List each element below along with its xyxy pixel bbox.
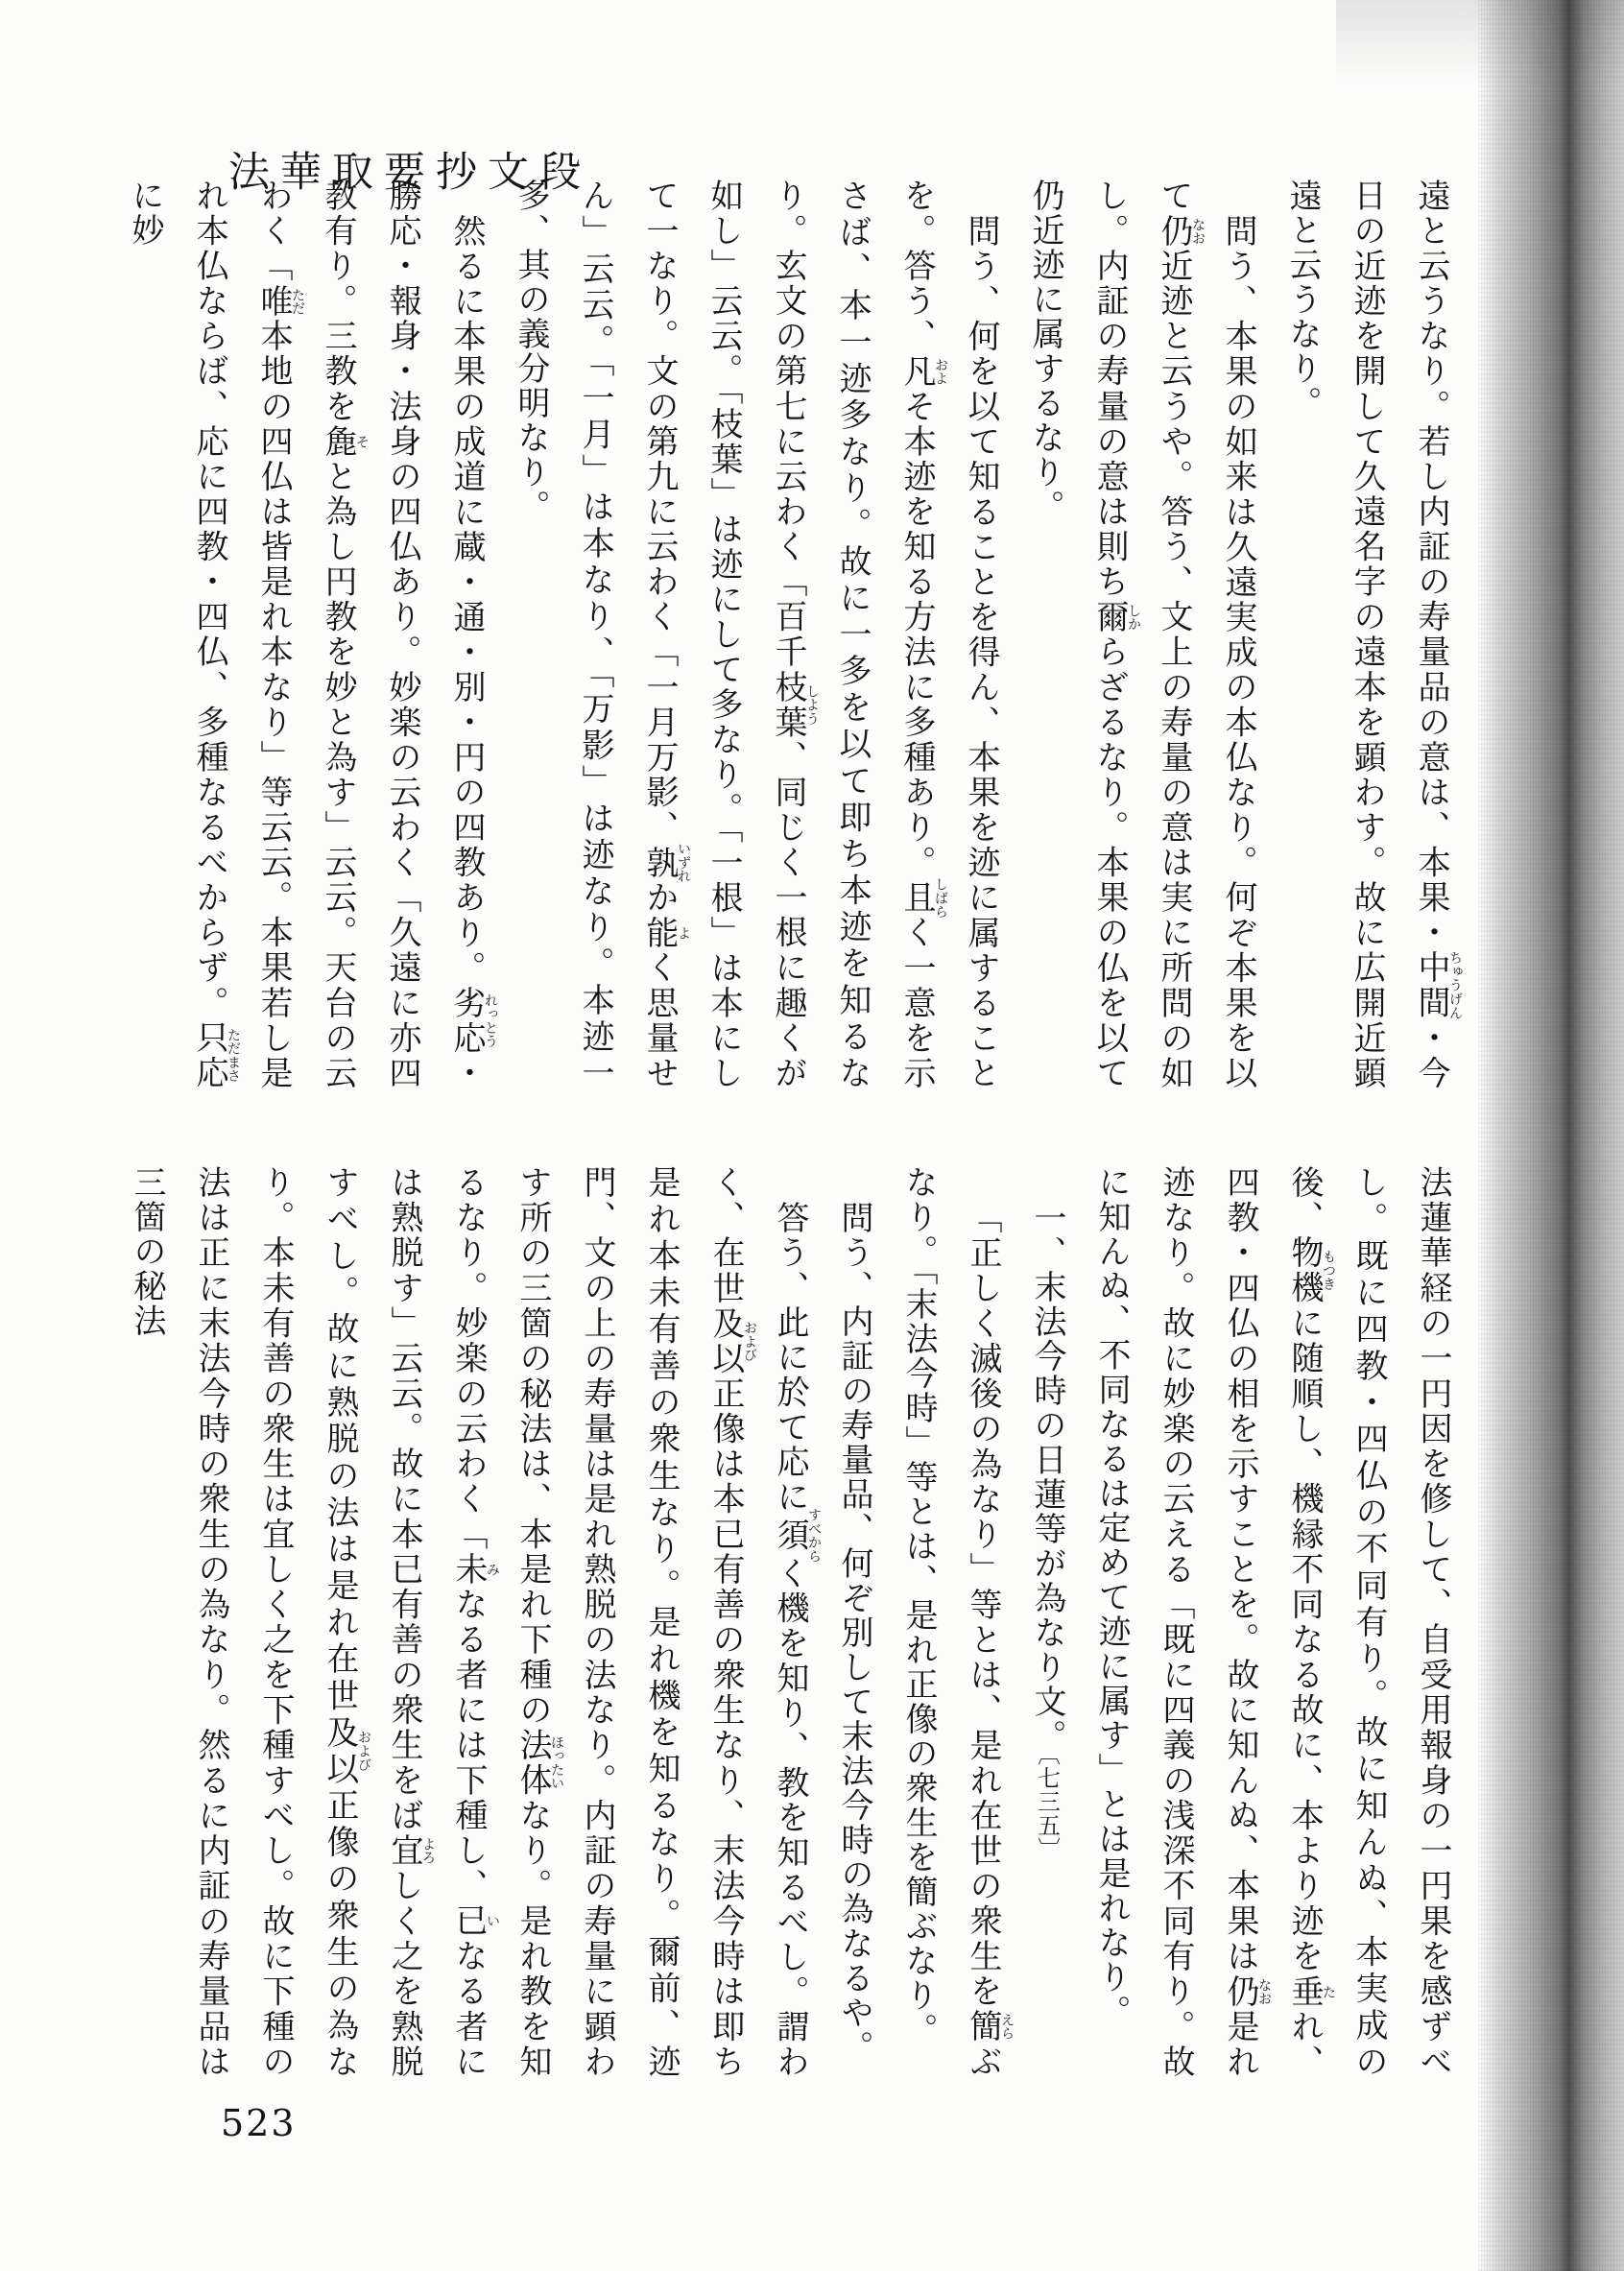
text-run: 答う、此に於て応に — [771, 1201, 809, 1515]
lower-text-block — [128, 1165, 1465, 2080]
furigana: および — [742, 1305, 757, 1376]
text-run: れ、四教・四仏の相を示すことを。故に知んぬ、本果は — [1221, 1165, 1324, 2080]
text-run: らざるなり。本果の仏を以て仍近迹に属するなり。 — [1026, 179, 1129, 1091]
text-paragraph — [1270, 179, 1463, 1090]
text-run: ぶなり。「末法今時」等とは、是れ正像の衆生を簡ぶなり。 — [899, 1165, 1002, 2079]
ruby-annotated-text: 須すべから — [771, 1507, 822, 1564]
ruby-annotated-text: 枝葉しよう — [769, 669, 820, 740]
furigana: およ — [933, 353, 948, 389]
page-top-scan-shadow — [1336, 0, 1624, 86]
furigana: そ — [354, 423, 370, 459]
ruby-annotated-text: 垂た — [1285, 1973, 1336, 2010]
ruby-annotated-text: 法体ほったい — [513, 1728, 564, 1799]
text-run: 「正しく滅後の為なり」等とは、是れ在世の衆生を — [964, 1201, 1002, 2010]
page-number: 523 — [221, 2102, 297, 2144]
ruby-annotated-text: 簡えら — [964, 2009, 1015, 2044]
ruby-annotated-text: 及以および — [321, 1714, 371, 1788]
ruby-annotated-text: 能よ — [640, 915, 691, 951]
text-run: く思量せん」云云。「一月」は本なり、「万影」は迹なり。本迹一多、其の義分明なり。 — [512, 179, 679, 1091]
text-run: ・勝応・報身・法身の四仏あり。妙楽の云わく「久遠に亦四教有り。三教を — [319, 179, 486, 1091]
furigana: なお — [1190, 213, 1206, 249]
text-run: しく之を熟脱すべし。故に熟脱の法は是れ在世 — [321, 1165, 423, 2080]
furigana: い — [485, 1903, 500, 1939]
text-run: 遠と云うなり。若し内証の寿量品の意は、本果・ — [1412, 179, 1450, 951]
text-run: く機を知り、教を知るべし。謂わく、在世 — [706, 1165, 809, 2079]
page-edge-scan-shadow — [1478, 0, 1624, 2271]
furigana: いずれ — [676, 842, 691, 884]
ruby-annotated-text: 只応ただまさ — [190, 1020, 241, 1091]
text-run: 本地の四仏は皆是れ本なり」等云云。本果若し是れ本仏ならば、応に四教・四仏、多種なるべからず。 — [190, 179, 293, 1091]
text-paragraph — [886, 1165, 1015, 2079]
text-run: 正像は本已有善の衆生なり、末法今時は即ち是れ本未有善の衆生なり。是れ機を知るなり。爾前、迹門、文の上の寿量は是れ熟脱の法なり。内証の寿量に顕わす所の三箇の秘法は、本是れ下種の — [513, 1165, 745, 2080]
ruby-annotated-text: 宜よろ — [385, 1833, 436, 1869]
text-run: 法蓮華経の一円因を修して、自受用報身の一円果を感ずべし。既に四教・四仏の不同有り。故に知んぬ、本実成の後、 — [1285, 1165, 1452, 2080]
furigana: み — [485, 1552, 500, 1588]
text-run: か — [640, 879, 679, 916]
furigana: よろ — [420, 1833, 436, 1869]
text-run: く一意を示さば、本一迹多なり。故に一多を以て即ち本迹を知るなり。玄文の第七に云わく「百千 — [769, 179, 936, 1091]
furigana: すべから — [806, 1507, 822, 1564]
document-title: 法華取要抄文段 — [228, 149, 591, 197]
reference-number: 〔七三五〕 — [1034, 1754, 1061, 1862]
furigana: なお — [1256, 1973, 1272, 2009]
text-run: なる者には下種し、 — [449, 1587, 488, 1904]
furigana: しよう — [804, 669, 820, 740]
text-run: 近迹と云うや。答う、文上の寿量の意は実に所問の如し。内証の寿量の意は則ち — [1090, 179, 1193, 1091]
text-run: 、同じく一根に趣くが如し」云云。「枝葉」は迹にして多なり。「一根」は本にして一なり。文の第九に云わく「一月万影、 — [640, 179, 807, 1091]
text-run: 問う、何を以て知ることを得ん、本果を迹に属することを。答う、 — [897, 179, 1000, 1090]
ruby-annotated-text: 中間ちゅうげん — [1412, 950, 1463, 1021]
text-run: に随順し、機縁不同なる故に、本より迹を — [1285, 1305, 1324, 1974]
furigana: しばら — [933, 876, 948, 919]
ruby-annotated-text: 已い — [449, 1903, 500, 1940]
ruby-annotated-text: 劣応れっとう — [447, 985, 498, 1057]
ruby-annotated-text: 凡およ — [897, 353, 948, 390]
ruby-annotated-text: 物機もつき — [1285, 1235, 1336, 1306]
text-run: 然るに本果の成道に蔵・通・別・円の四教あり。 — [447, 214, 486, 986]
ruby-annotated-text: 且しばら — [897, 876, 948, 919]
ruby-annotated-text: 及以および — [706, 1305, 757, 1376]
text-paragraph — [498, 179, 1013, 1090]
text-run: 一、末法今時の日蓮等が為なり文。 — [1028, 1201, 1066, 1754]
text-run: そ本迹を知る方法に多種あり。 — [897, 389, 936, 881]
text-paragraph — [114, 1165, 822, 2079]
furigana: ただまさ — [226, 1020, 241, 1091]
text-paragraph — [112, 179, 498, 1090]
text-paragraph — [1079, 1165, 1465, 2079]
furigana: もつき — [1321, 1235, 1336, 1305]
ruby-annotated-text: 未み — [449, 1552, 500, 1588]
furigana: えら — [999, 2009, 1015, 2044]
text-run: 問う、本果の如来は久遠実成の本仏なり。何ぞ本果を以て — [1155, 179, 1257, 1090]
text-paragraph — [1013, 179, 1270, 1090]
ruby-annotated-text: 爾しか — [1090, 599, 1141, 635]
text-run: 問う、内証の寿量品、何ぞ別して末法今時の為なるや。 — [835, 1201, 873, 2065]
ruby-annotated-text: 唯ただ — [254, 283, 305, 320]
ruby-annotated-text: 仍なお — [1155, 213, 1206, 250]
furigana: ただ — [290, 283, 305, 319]
text-run: に妙 — [126, 179, 164, 248]
ruby-annotated-text: 仍なお — [1221, 1973, 1272, 2010]
text-run: 正像の衆生の為なり。本未有善の衆生は宜しく之を下種すべし。故に下種の法は正に末法今時の衆生の為なり。然るに内証の寿量品は三箇の秘法 — [128, 1165, 359, 2080]
text-run: 是れ迹なり。故に妙楽の云える「既に四義の浅深不同有り。故に知んぬ、不同なるは定めて迹に属す」とは是れなり。 — [1092, 1165, 1259, 2080]
furigana: ほったい — [549, 1728, 564, 1798]
furigana: ちゅうげん — [1447, 950, 1463, 1020]
text-paragraph — [1015, 1165, 1079, 2079]
text-run: なる者には熟脱す」云云。故に本已有善の衆生をば — [385, 1165, 488, 2080]
text-run: なり。是れ教を知るなり。妙楽の云わく「 — [449, 1165, 552, 2080]
furigana: しか — [1126, 599, 1141, 634]
furigana: および — [356, 1714, 371, 1786]
ruby-annotated-text: 孰いずれ — [640, 842, 691, 884]
text-paragraph — [822, 1165, 886, 2079]
upper-text-block — [126, 179, 1463, 1091]
furigana: れっとう — [483, 985, 498, 1056]
ruby-annotated-text: 麁そ — [319, 423, 370, 460]
text-run: ・今日の近迹を開して久遠名字の遠本を顕わす。故に広開近顕遠と云うなり。 — [1283, 179, 1450, 1091]
text-run: と為し円教を妙と為す」云云。天台の云わく「 — [254, 179, 357, 1091]
furigana: た — [1321, 1973, 1336, 2009]
furigana: よ — [676, 915, 691, 950]
